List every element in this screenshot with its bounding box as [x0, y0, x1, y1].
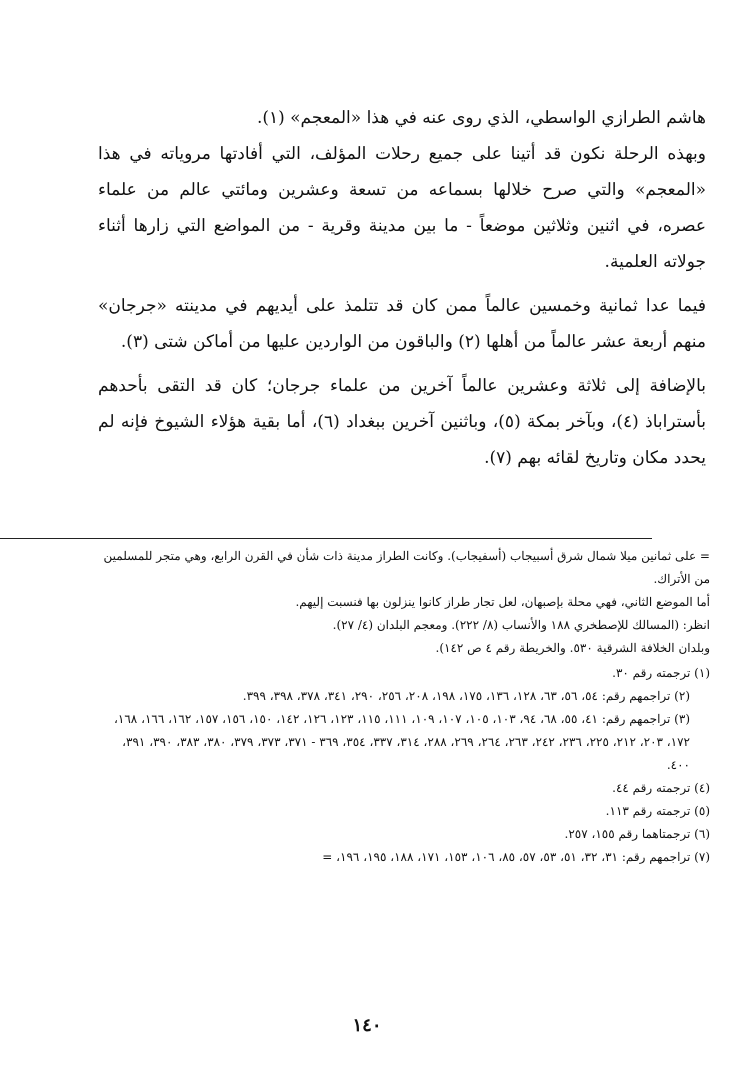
- footnote-continuation-4: وبلدان الخلافة الشرقية ٥٣٠. والخريطة رقم ٤ ص ١٤٢).: [435, 641, 710, 655]
- footnote-continuation-1: = على ثمانين ميلا شمال شرق أسبيجاب (أسفيجاب). وكانت الطراز مدينة ذات شأن في القرن الرابع، وهي متجر للمسلمين من الأتراك.: [103, 549, 710, 586]
- paragraph-4: بالإضافة إلى ثلاثة وعشرين عالماً آخرين من علماء جرجان؛ كان قد التقى بأحدهم بأستراباذ (٤)، وبآخر بمكة (٥)، وباثنين آخرين ببغداد (٦)، أما بقية هؤلاء الشيوخ فإنه لم يحدد مكان وتاريخ لقائه بهم (٧).: [98, 376, 706, 468]
- paragraph-2: وبهذه الرحلة نكون قد أتينا على جميع رحلات المؤلف، التي أفادتها مروياته في هذا «المعجم» والتي صرح خلالها بسماعه من تسعة وعشرين ومائتي عالم من علماء عصره، في اثنين وثلاثين موضعاً - ما بين مدينة وقرية - من المواضع التي زارها أثناء جولاته العلمية.: [98, 144, 706, 272]
- footnote-3: (٣) تراجمهم رقم: ٤١، ٥٥، ٦٨، ٩٤، ١٠٣، ١٠٥، ١٠٧، ١٠٩، ١١١، ١١٥، ١٢٣، ١٢٦، ١٤٢، ١٥٠، ١٥٦، ١٥٧، ١٦٢، ١٦٦، ١٦٨، ١٧٢، ٢٠٣، ٢١٢، ٢٢٥، ٢٣٦، ٢٤٢، ٢٦٣، ٢٦٤، ٢٦٩، ٢٨٨، ٣١٤، ٣٣٧، ٣٥٤، ٣٦٩ - ٣٧١، ٣٧٣، ٣٧٩، ٣٨٠، ٣٨٣، ٣٩٠، ٣٩١، ٤٠٠.: [114, 712, 690, 772]
- page-number: ١٤٠: [352, 1015, 382, 1036]
- footnote-2: (٢) تراجمهم رقم: ٥٤، ٥٦، ٦٣، ١٢٨، ١٣٦، ١٧٥، ١٩٨، ٢٠٨، ٢٥٦، ٢٩٠، ٣٤١، ٣٧٨، ٣٩٨، ٣٩٩.: [242, 689, 690, 703]
- footnote-separator: [0, 538, 652, 539]
- footnote-continuation-2: أما الموضع الثاني، فهي محلة بإصبهان، لعل تجار طراز كانوا ينزلون بها فنسبت إليهم.: [295, 595, 710, 609]
- footnote-7: (٧) تراجمهم رقم: ٣١، ٣٢، ٥١، ٥٣، ٥٧، ٨٥، ١٠٦، ١٥٣، ١٧١، ١٨٨، ١٩٥، ١٩٦، =: [322, 850, 710, 864]
- footnote-continuation-3: انظر: (المسالك للإصطخري ١٨٨ والأنساب (٨/ ٢٢٢). ومعجم البلدان (٤/ ٢٧).: [332, 618, 710, 632]
- paragraph-3: فيما عدا ثمانية وخمسين عالماً ممن كان قد تتلمذ على أيديهم في مدينته «جرجان» منهم أربعة عشر عالماً من أهلها (٢) والباقون من الواردين عليها من أماكن شتى (٣).: [98, 296, 706, 352]
- footnote-4: (٤) ترجمته رقم ٤٤.: [612, 781, 710, 795]
- footnote-5: (٥) ترجمته رقم ١١٣.: [605, 804, 710, 818]
- body-text: [98, 100, 706, 476]
- footnote-1: (١) ترجمته رقم ٣٠.: [612, 666, 710, 680]
- paragraph-1: هاشم الطرازي الواسطي، الذي روى عنه في هذا «المعجم» (١).: [256, 108, 706, 128]
- footnote-6: (٦) ترجمتاهما رقم ١٥٥، ٢٥٧.: [564, 827, 710, 841]
- footnotes: [96, 545, 710, 869]
